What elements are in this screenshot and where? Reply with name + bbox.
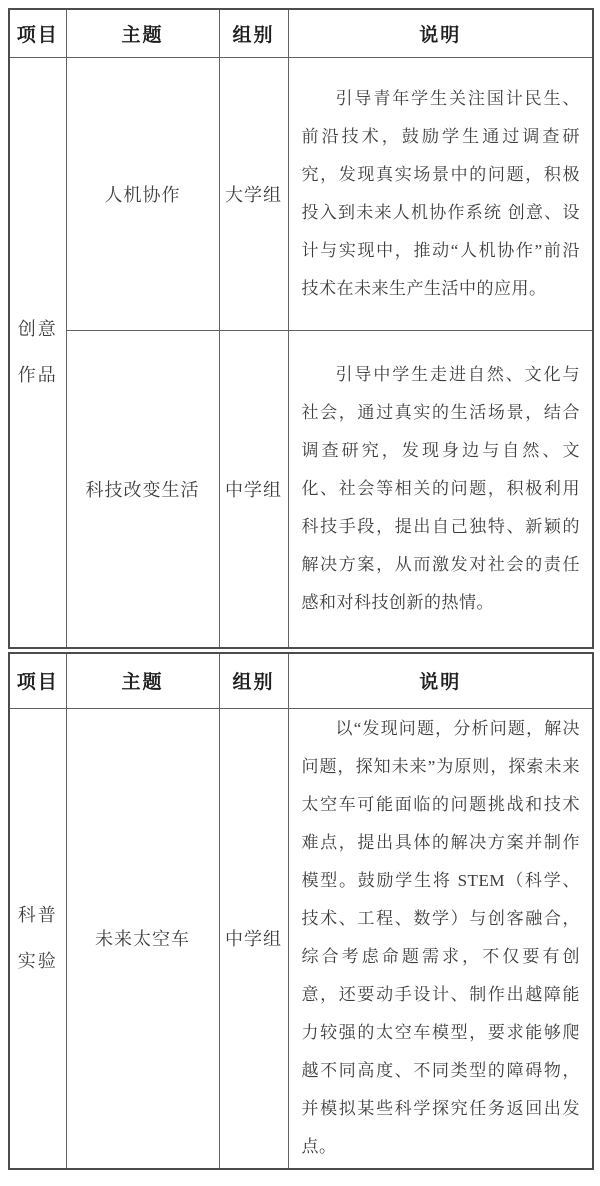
theme-cell: 科技改变生活: [66, 330, 219, 648]
description-text: 引导中学生走进自然、文化与社会，通过真实的生活场景，结合调查研究，发现身边与自然、文化、社会等相关的问题，积极利用科技手段，提出自己独特、新颖的解决方案，从而激发对社会的责任感和对科技创新的热情。: [301, 364, 580, 612]
description-cell: [288, 57, 593, 330]
header-row: [9, 653, 593, 708]
table-row: [9, 330, 593, 648]
column-header-theme: 主题: [66, 9, 219, 57]
table-row: [9, 57, 593, 330]
column-header-project: 项目: [9, 9, 66, 57]
group-cell: 中学组: [219, 708, 288, 1169]
column-header-description: 说明: [288, 653, 593, 708]
table-creative-works: [8, 8, 594, 649]
description-text: 引导青年学生关注国计民生、前沿技术，鼓励学生通过调查研究，发现真实场景中的问题，积极投入到未来人机协作系统 创意、设计与实现中，推动“人机协作”前沿技术在未来生产生活中的应用。: [301, 88, 580, 298]
theme-cell: 人机协作: [66, 57, 219, 330]
description-text: 以“发现问题，分析问题，解决问题，探知未来”为原则，探索未来太空车可能面临的问题挑战和技术难点，提出具体的解决方案并制作模型。鼓励学生将 STEM（科学、技术、工程、数学）与创客融合，综合考虑命题需求，不仅要有创意，还要动手设计、制作出越障能力较强的太空车模型，要求能够爬越不同高度、不同类型的障碍物，并模拟某些科学探究任务返回出发点。: [301, 719, 580, 1157]
group-cell: 大学组: [219, 57, 288, 330]
column-header-theme: 主题: [66, 653, 219, 708]
description-cell: [288, 330, 593, 648]
theme-cell: 未来太空车: [66, 708, 219, 1169]
column-header-description: 说明: [288, 9, 593, 57]
table-science-experiment: [8, 652, 594, 1170]
column-header-project: 项目: [9, 653, 66, 708]
header-row: [9, 9, 593, 57]
description-cell: [288, 708, 593, 1169]
group-cell: 中学组: [219, 330, 288, 648]
table-row: [9, 708, 593, 1169]
column-header-group: 组别: [219, 9, 288, 57]
column-header-group: 组别: [219, 653, 288, 708]
project-cell: 科普实验: [9, 708, 66, 1169]
project-cell: 创意作品: [9, 57, 66, 648]
